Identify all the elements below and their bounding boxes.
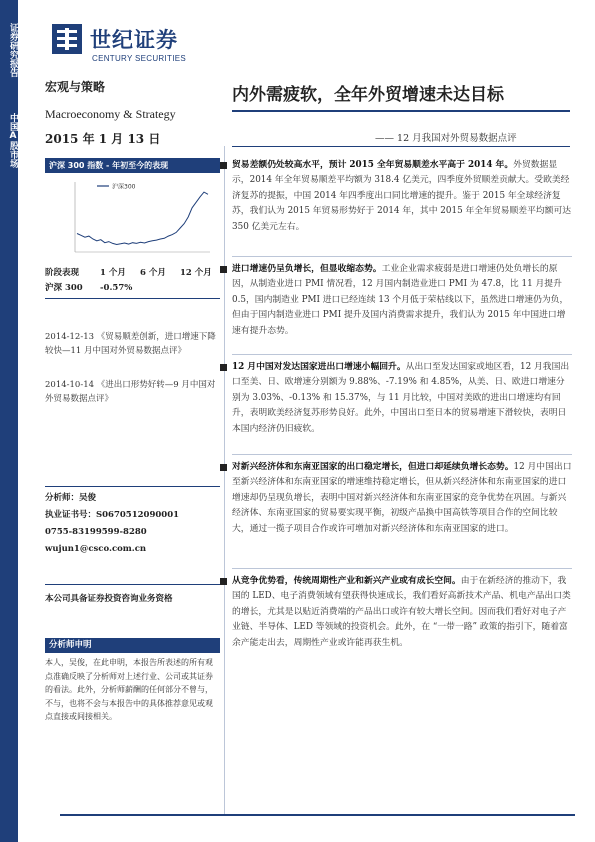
analyst-phone: 0755-83199599-8280 [45, 527, 147, 537]
paragraph-lead: 进口增速仍呈负增长，但显收缩态势。 [232, 264, 382, 274]
divider [45, 486, 220, 487]
index-chart [45, 174, 220, 266]
title-rule [232, 110, 570, 112]
declaration-text: 本人，吴俊，在此申明，本报告所表述的所有观点准确反映了分析师对上述行业、公司或其证券的看法。此外，分析师薪酬的任何部分不曾与，不与，也将不会与本报告中的具体推荐意见或观点直接或间接相关。 [45, 658, 213, 721]
chart-header: 沪深 300 指数 - 年初至今的表现 [45, 158, 220, 173]
bullet-square-icon [220, 162, 227, 169]
bullet-square-icon [220, 266, 227, 273]
bullet-square-icon [220, 364, 227, 371]
perf-header-0: 阶段表现 [45, 268, 80, 278]
section-cn: 宏观与策略 [45, 80, 106, 94]
paragraph [232, 158, 572, 235]
section-en: Macroeconomy & Strategy [45, 107, 176, 121]
analyst-name: 分析师：吴俊 [45, 493, 97, 503]
paragraph-body: 外贸数据显示，2014 年全年贸易顺差平均额为 318.4 亿美元，四季度外贸顺差贡献大。受欧美经济复苏的提振，中国 2014 年四季度出口同比增速的提升。鉴于 2015 年全球经济复苏，我们认为 2015 年贸易形势好于 2014 年，其中 2015 年全年贸易顺差平均额可达 350 亿美元左右。 [232, 160, 572, 232]
divider [45, 584, 220, 585]
sidebar-text-top: 证券研究报告 [8, 23, 18, 77]
analyst-info [45, 490, 220, 558]
perf-header-2: 6 个月 [140, 268, 166, 278]
perf-cell-1: -0.57% [100, 283, 133, 293]
divider [232, 454, 572, 455]
brand-name-en: CENTURY SECURITIES [92, 54, 187, 63]
perf-header-3: 12 个月 [180, 268, 212, 278]
report-date: 2015 年 1 月 13 日 [45, 132, 161, 146]
logo-mark-icon [52, 24, 82, 54]
analyst-email[interactable]: wujun1@csco.com.cn [45, 544, 147, 554]
related-report[interactable]: 2014-10-14 《进出口形势好转—9 月中国对外贸易数据点评》 [45, 380, 216, 404]
divider [232, 568, 572, 569]
paragraph [232, 574, 572, 651]
performance-header-row [45, 266, 220, 281]
paragraph-body: 12 月中国出口至新兴经济体和东南亚国家的增速维持稳定增长，但从新兴经济体和东南亚国家的进口增速却仍呈现负增长，表明中国对新兴经济体和东南亚国家的竞争优势在巩固。与新兴经济体、东南亚国家的贸易要实现平衡，初级产品换中国高铁等项目合作的空间比较大，通过一揽子项目合作或许可增加对新兴经济体和东南亚国家的进口。 [232, 462, 572, 534]
divider [232, 256, 572, 257]
related-report[interactable]: 2014-12-13 《贸易顺差创新，进口增速下降较快—11 月中国对外贸易数据点评》 [45, 332, 216, 356]
paragraph-lead: 12 月中国对发达国家进出口增速小幅回升。 [232, 362, 406, 372]
paragraph-body: 由于在新经济的推动下，我国的 LED、电子消费领域有望获得快速成长，我们看好高新技术产品、机电产品出口类的增长，尤其是以贴近消费端的产品出口或许有较大增长空间。因而我们看好对电子产业链、半导体、LED 等领域的投资机会。此外，在 “一带一路” 政策的指引下，随着富余产能走出去，周期性产业或许能再获生机。 [232, 576, 571, 648]
perf-cell-2 [140, 281, 180, 296]
subtitle-rule [232, 146, 570, 147]
performance-table [45, 266, 220, 296]
footer-rule [60, 814, 575, 816]
divider [232, 354, 572, 355]
sidebar-text-bottom: 中国A股市场 [8, 112, 18, 168]
performance-value-row [45, 281, 220, 296]
brand-name-cn: 世纪证券 [90, 28, 178, 52]
bullet-square-icon [220, 464, 227, 471]
report-title: 内外需疲软，全年外贸增速未达目标 [232, 85, 504, 105]
brand-logo [52, 24, 212, 72]
paragraph [232, 360, 572, 437]
column-divider [224, 146, 225, 814]
paragraph-lead: 从竞争优势看，传统周期性产业和新兴产业或有成长空间。 [232, 576, 461, 586]
series-line-hs300 [77, 192, 208, 244]
perf-cell-0: 沪深 300 [45, 283, 83, 293]
bullet-square-icon [220, 578, 227, 585]
paragraph-lead: 贸易差额仍处较高水平，预计 2015 全年贸易顺差水平高于 2014 年。 [232, 160, 514, 170]
qualification: 本公司具备证券投资咨询业务资格 [45, 594, 173, 604]
divider [45, 298, 220, 299]
legend-label: 沪深300 [112, 183, 136, 191]
report-subtitle: —— 12 月我国对外贸易数据点评 [375, 133, 517, 144]
paragraph-body: 工业企业需求疲弱是进口增速仍处负增长的原因，从制造业进口 PMI 情况看，12 月国内制造业进口 PMI 为 47.8，比 11 月提升 0.5，国内制造业 PMI 进口已经连续 13 个月低于荣枯线以下，虽然进口增速仍为负，但由于国内制造业进口 PMI 提升及国内消费需求提升，我们认为 2015 年中国进口增速有提升态势。 [232, 264, 569, 336]
paragraph [232, 460, 572, 537]
index-chart-svg [45, 174, 220, 266]
declaration-header: 分析师申明 [45, 638, 220, 653]
paragraph-lead: 对新兴经济体和东南亚国家的出口稳定增长，但进口却延续负增长态势。 [232, 462, 514, 472]
perf-cell-3 [180, 281, 220, 296]
paragraph [232, 262, 572, 339]
perf-header-1: 1 个月 [100, 268, 126, 278]
analyst-cert: 执业证书号：S0670512090001 [45, 510, 180, 520]
paragraph-body: 从出口至发达国家或地区看，12 月我国出口至美、日、欧增速分别额为 9.88%、-7.19% 和 4.85%，从美、日、欧进口增速分别为 3.03%、-0.13% 和 15.37%，与 11 月比较，中国对美欧的进出口增速均有回升，表明欧美经济复苏形势良好。此外，中国出口至日本的贸易增速下滑较快，表明日本国内经济仍旧疲软。 [232, 362, 570, 434]
